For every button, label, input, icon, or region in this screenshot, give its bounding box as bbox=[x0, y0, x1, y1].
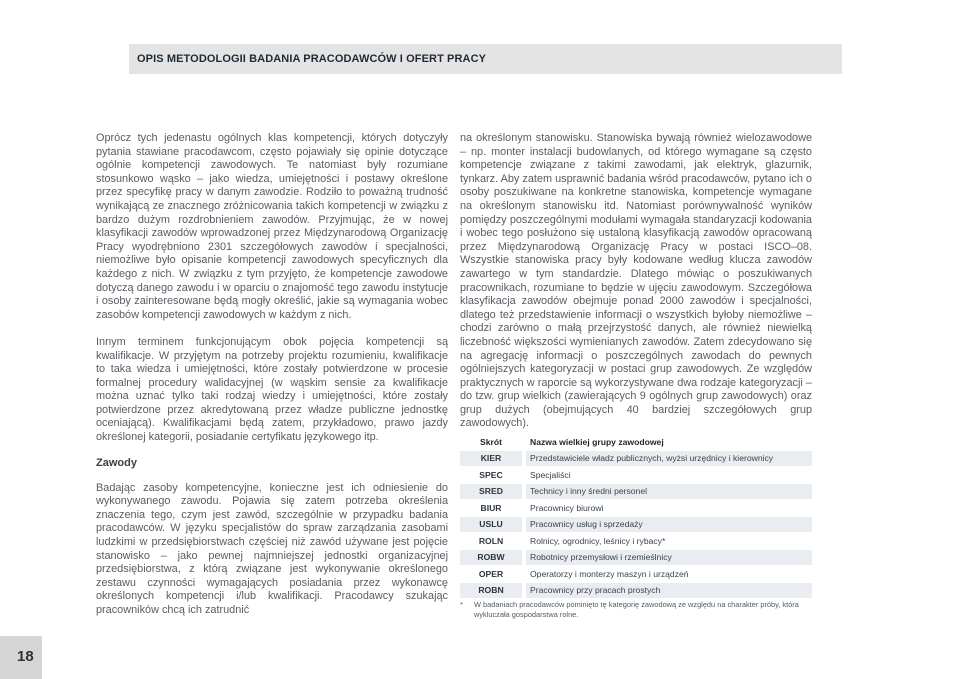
row-name: Rolnicy, ogrodnicy, leśnicy i rybacy* bbox=[526, 533, 812, 550]
page-number-box bbox=[0, 636, 42, 679]
right-column bbox=[460, 132, 812, 431]
left-column bbox=[96, 132, 448, 618]
row-name: Przedstawiciele władz publicznych, wyżsi urzędnicy i kierownicy bbox=[526, 451, 812, 468]
table-row bbox=[460, 500, 812, 517]
left-paragraph-2: Innym terminem funkcjonującym obok pojęcia kompetencji są kwalifikacje. W przyjętym na potrzeby projektu rozumieniu, kwalifikacje to taka wiedza i umiejętności, które zostały potwierdzone w procesie formalnej procedury walidacyjnej (w wąskim sensie za kwalifikacje można uznać tylko taki rodzaj wiedzy i umiejętności, które zostały potwierdzone przez akredytowaną przez władze publiczne jednostkę oceniającą). Kwalifikacjami będą zatem, przykładowo, prawo jazdy określonej kategorii, posiadanie certyfikatu językowego itp. bbox=[96, 335, 448, 444]
table-row bbox=[460, 467, 812, 484]
column-header-code: Skrót bbox=[460, 434, 522, 451]
table-row bbox=[460, 451, 812, 468]
footnote-mark: * bbox=[460, 600, 463, 609]
footnote-text: W badaniach pracodawców pominięto tę kategorię zawodową ze względu na charakter próby, która wykluczała gospodarstwa rolne. bbox=[474, 600, 799, 619]
row-code: USLU bbox=[460, 517, 522, 534]
section-heading-zawody: Zawody bbox=[96, 456, 137, 469]
row-name: Pracownicy usług i sprzedaży bbox=[526, 517, 812, 534]
page-header-title: OPIS METODOLOGII BADANIA PRACODAWCÓW I OFERT PRACY bbox=[137, 53, 487, 65]
table-row bbox=[460, 517, 812, 534]
table-row bbox=[460, 484, 812, 501]
occupation-codes-table bbox=[460, 434, 812, 599]
row-code: SRED bbox=[460, 484, 522, 501]
table-row bbox=[460, 533, 812, 550]
table-row bbox=[460, 583, 812, 600]
row-name: Operatorzy i monterzy maszyn i urządzeń bbox=[526, 566, 812, 583]
left-paragraph-1: Oprócz tych jedenastu ogólnych klas kompetencji, których dotyczyły pytania stawiane pracodawcom, często pojawiały się opinie dotyczące ogólnie kompetencji zawodowych. Te natomiast były rozumiane stosunkowo wąsko – jako wiedza, umiejętności i postawy określone przez specyfikę pracy w danym zawodzie. Rodziło to poważną trudność wynikającą ze znacznego zróżnicowania takich kompetencji w związku z bardzo dużym rozdrobnieniem zawodów. Przyjmując, że w nowej klasyfikacji zawodów wprowadzonej przez Międzynarodową Organizację Pracy wyodrębniono 2301 szczegółowych zawodów i specjalności, niemożliwe było opisanie kompetencji zawodowych specyficznych dla każdego z nich. W związku z tym przyjęto, że kompetencje zawodowe dotyczą danego zawodu i w oparciu o znajomość tego zawodu instytucje i osoby zainteresowane będą mogły określić, jakie są wymagania wobec zasobów kompetencji zawodowych w każdym z nich. bbox=[96, 132, 448, 321]
row-name: Robotnicy przemysłowi i rzemieślnicy bbox=[526, 550, 812, 567]
row-code: ROLN bbox=[460, 533, 522, 550]
row-name: Specjaliści bbox=[526, 467, 812, 484]
row-name: Technicy i inny średni personel bbox=[526, 484, 812, 501]
table-row bbox=[460, 566, 812, 583]
table-row bbox=[460, 550, 812, 567]
left-paragraph-3: Badając zasoby kompetencyjne, konieczne jest ich odniesienie do wykonywanego zawodu. Pojawia się zatem potrzeba określenia znaczenia tego, czym jest zawód, szczególnie w przypadku badania pracodawców. W języku specjalistów do spraw zarządzania zasobami ludzkimi w przedsiębiorstwach częściej niż zawód używane jest pojęcie stanowisko – jako pewnej najmniejszej jednostki organizacyjnej przedsiębiorstwa, z którą związane jest wykonywanie określonego zestawu czynności wymagających posiadania przez wykonawcę określonych kompetencji i/lub kwalifikacji. Pracodawcy szukając pracowników chcą ich zatrudnić bbox=[96, 481, 448, 616]
row-code: ROBN bbox=[460, 583, 522, 600]
column-header-name: Nazwa wielkiej grupy zawodowej bbox=[526, 434, 812, 451]
row-name: Pracownicy przy pracach prostych bbox=[526, 583, 812, 600]
row-code: ROBW bbox=[460, 550, 522, 567]
right-paragraph-1: na określonym stanowisku. Stanowiska bywają również wielozawodowe – np. monter instalacji budowlanych, od którego wymagane są często kompetencje związane z takimi zawodami, jak elektryk, glazurnik, tynkarz. Aby zatem usprawnić badania wśród pracodawców, pytano ich o osoby poszukiwane na konkretne stanowiska, kompetencje wymagane na określonym stanowisku itd. Natomiast porównywalność wyników pomiędzy poszczególnymi modułami wymagała standaryzacji kodowania i wobec tego posłużono się ustaloną klasyfikacją zawodów opracowaną przez Międzynarodową Organizację Pracy w postaci ISCO–08. Wszystkie stanowiska pracy były kodowane według klucza zawodów zawartego w tym standardzie. Dlatego mówiąc o poszukiwanych pracownikach, rozumiane to będzie w ujęciu zawodowym. Szczegółowa klasyfikacja zawodów obejmuje ponad 2000 zawodów i specjalności, dlatego też przedstawienie informacji o wszystkich byłoby niemożliwe – chodzi zarówno o małą przejrzystość danych, ale również niewielką liczebność większości wymienianych zawodów. Zatem zdecydowano się na agregację informacji o poszczególnych zawodach do pewnych ogólniejszych kategoryzacji w postaci grup zawodowych. Ze względów praktycznych w raporcie są wykorzystywane dwa rodzaje kategoryzacji – do tzw. grup wielkich (zawierających 9 ogólnych grup zawodowych) oraz grup dużych (obejmujących 40 bardziej szczegółowych grup zawodowych). bbox=[460, 132, 812, 430]
footnote bbox=[460, 600, 820, 620]
row-name: Pracownicy biurowi bbox=[526, 500, 812, 517]
header-band bbox=[129, 44, 842, 74]
row-code: KIER bbox=[460, 451, 522, 468]
row-code: OPER bbox=[460, 566, 522, 583]
table-header-row bbox=[460, 434, 812, 451]
row-code: BIUR bbox=[460, 500, 522, 517]
page-number: 18 bbox=[17, 648, 34, 665]
row-code: SPEC bbox=[460, 467, 522, 484]
